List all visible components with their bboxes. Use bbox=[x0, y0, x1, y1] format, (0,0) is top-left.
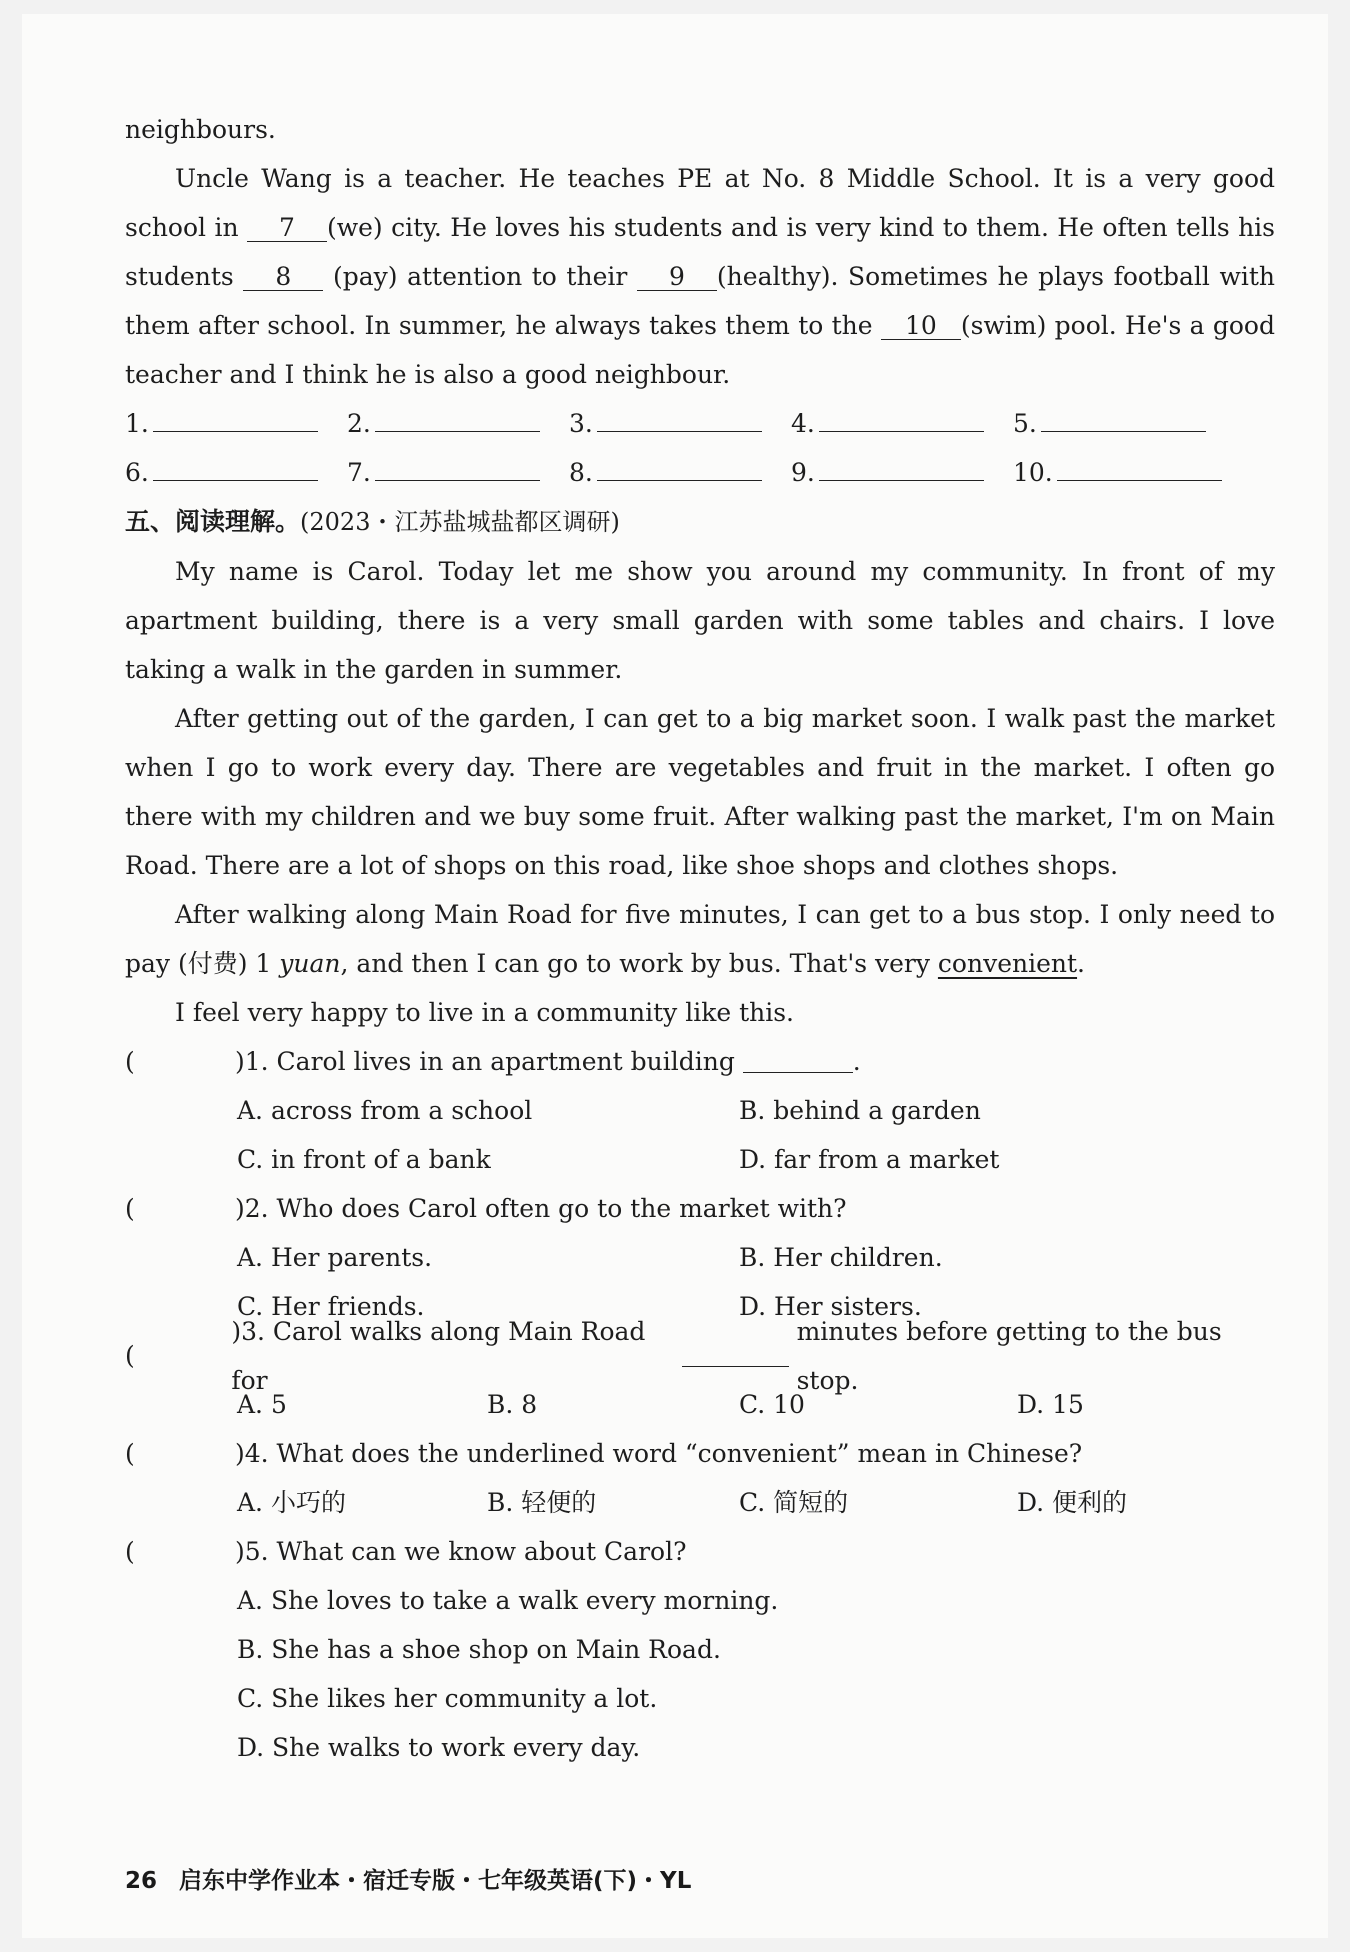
cloze-paragraph: Uncle Wang is a teacher. He teaches PE at No. 8 Middle School. It is a very good school in 7 (we) city. He loves his students and is very kind to them. He often tells his students 8 (pay) attention to their 9 (healthy). Sometimes he plays football with them after school. In summer, he always takes them to the 10 (swim) pool. He's a good teacher and I think he is also a good neighbour. bbox=[125, 164, 1276, 389]
blank-10: 10 bbox=[881, 313, 961, 340]
answer-row-2 bbox=[125, 448, 1275, 497]
answer-field-8[interactable] bbox=[597, 458, 762, 481]
blank-9: 9 bbox=[637, 264, 717, 291]
reading-paragraph-3: After walking along Main Road for five minutes, I can get to a bus stop. I only need to pay (付费) 1 yuan, and then I can go to work by bus. That's very convenient. bbox=[125, 900, 1275, 978]
footer-book-title: 启东中学作业本・宿迁专版・七年级英语(下)・YL bbox=[179, 1868, 692, 1894]
answer-slot: 4. bbox=[791, 399, 1013, 448]
worksheet-content bbox=[125, 105, 1275, 1772]
question-5: ( )5. What can we know about Carol? bbox=[125, 1527, 1275, 1576]
answer-slot: 7. bbox=[347, 448, 569, 497]
answer-slot: 10. bbox=[1013, 448, 1235, 497]
option-c[interactable]: C. 简短的 bbox=[739, 1488, 849, 1517]
option-a[interactable]: A. across from a school bbox=[237, 1096, 533, 1125]
reading-paragraph-1: My name is Carol. Today let me show you around my community. In front of my apartment building, there is a very small garden with some tables and chairs. I love taking a walk in the garden in summer. bbox=[125, 557, 1275, 684]
blank-8: 8 bbox=[243, 264, 323, 291]
options-q3 bbox=[237, 1380, 1275, 1429]
answer-bracket[interactable]: ( bbox=[125, 1194, 135, 1223]
option-d[interactable]: D. 15 bbox=[1017, 1390, 1084, 1419]
answer-slot: 5. bbox=[1013, 399, 1235, 448]
answer-slot: 2. bbox=[347, 399, 569, 448]
answer-bracket[interactable]: ( bbox=[125, 1439, 135, 1468]
blank-7: 7 bbox=[247, 215, 327, 242]
section-source: (2023・江苏盐城盐都区调研) bbox=[300, 508, 620, 536]
options-q1 bbox=[237, 1086, 1275, 1184]
answer-field-4[interactable] bbox=[819, 409, 984, 432]
option-a[interactable]: A. She loves to take a walk every morning. bbox=[237, 1586, 779, 1615]
answer-slot: 8. bbox=[569, 448, 791, 497]
option-a[interactable]: A. Her parents. bbox=[237, 1243, 433, 1272]
underlined-word-convenient: convenient bbox=[937, 949, 1078, 978]
answer-row-1 bbox=[125, 399, 1275, 448]
option-c[interactable]: C. 10 bbox=[739, 1390, 805, 1419]
option-c[interactable]: C. She likes her community a lot. bbox=[237, 1684, 658, 1713]
answer-slot: 6. bbox=[125, 448, 347, 497]
answer-bracket[interactable]: ( bbox=[125, 1537, 135, 1566]
page-number: 26 bbox=[125, 1868, 158, 1894]
option-b[interactable]: B. Her children. bbox=[739, 1243, 943, 1272]
options-q5 bbox=[237, 1576, 1275, 1772]
page-footer bbox=[125, 1862, 691, 1895]
answer-field-10[interactable] bbox=[1057, 458, 1222, 481]
option-c[interactable]: C. Her friends. bbox=[237, 1292, 425, 1321]
option-a[interactable]: A. 小巧的 bbox=[237, 1488, 346, 1517]
section-title: 五、阅读理解。 bbox=[125, 507, 301, 536]
answer-field-7[interactable] bbox=[375, 458, 540, 481]
answer-bracket[interactable]: ( bbox=[125, 1047, 135, 1076]
answer-field-3[interactable] bbox=[597, 409, 762, 432]
options-q4 bbox=[237, 1478, 1275, 1527]
section-heading bbox=[125, 497, 1275, 547]
option-d[interactable]: D. far from a market bbox=[739, 1145, 1000, 1174]
answer-slot: 1. bbox=[125, 399, 347, 448]
question-blank bbox=[682, 1344, 788, 1367]
question-1: ( )1. Carol lives in an apartment building . bbox=[125, 1037, 1275, 1086]
answer-field-1[interactable] bbox=[153, 409, 318, 432]
passage-continuation: neighbours. bbox=[125, 115, 276, 144]
option-d[interactable]: D. 便利的 bbox=[1017, 1488, 1128, 1517]
option-c[interactable]: C. in front of a bank bbox=[237, 1145, 491, 1174]
answer-field-6[interactable] bbox=[153, 458, 318, 481]
answer-slot: 9. bbox=[791, 448, 1013, 497]
reading-paragraph-4: I feel very happy to live in a community like this. bbox=[175, 998, 795, 1027]
option-a[interactable]: A. 5 bbox=[237, 1390, 287, 1419]
answer-field-5[interactable] bbox=[1041, 409, 1206, 432]
reading-paragraph-2: After getting out of the garden, I can get to a big market soon. I walk past the market when I go to work every day. There are vegetables and fruit in the market. I often go there with my children and we buy some fruit. After walking past the market, I'm on Main Road. There are a lot of shops on this road, like shoe shops and clothes shops. bbox=[125, 704, 1275, 880]
question-blank bbox=[743, 1050, 853, 1073]
answer-field-2[interactable] bbox=[375, 409, 540, 432]
option-d[interactable]: D. She walks to work every day. bbox=[237, 1733, 641, 1762]
answer-bracket[interactable]: ( bbox=[125, 1341, 135, 1370]
option-b[interactable]: B. 8 bbox=[487, 1390, 538, 1419]
option-b[interactable]: B. 轻便的 bbox=[487, 1488, 597, 1517]
question-2: ( )2. Who does Carol often go to the market with? bbox=[125, 1184, 1275, 1233]
option-b[interactable]: B. behind a garden bbox=[739, 1096, 981, 1125]
answer-field-9[interactable] bbox=[819, 458, 984, 481]
italic-word-yuan: yuan bbox=[279, 949, 341, 978]
question-4: ( )4. What does the underlined word “convenient” mean in Chinese? bbox=[125, 1429, 1275, 1478]
question-3: ( )3. Carol walks along Main Road for minutes before getting to the bus stop. bbox=[125, 1316, 1222, 1395]
option-b[interactable]: B. She has a shoe shop on Main Road. bbox=[237, 1635, 721, 1664]
option-d[interactable]: D. Her sisters. bbox=[739, 1292, 922, 1321]
answer-slot: 3. bbox=[569, 399, 791, 448]
